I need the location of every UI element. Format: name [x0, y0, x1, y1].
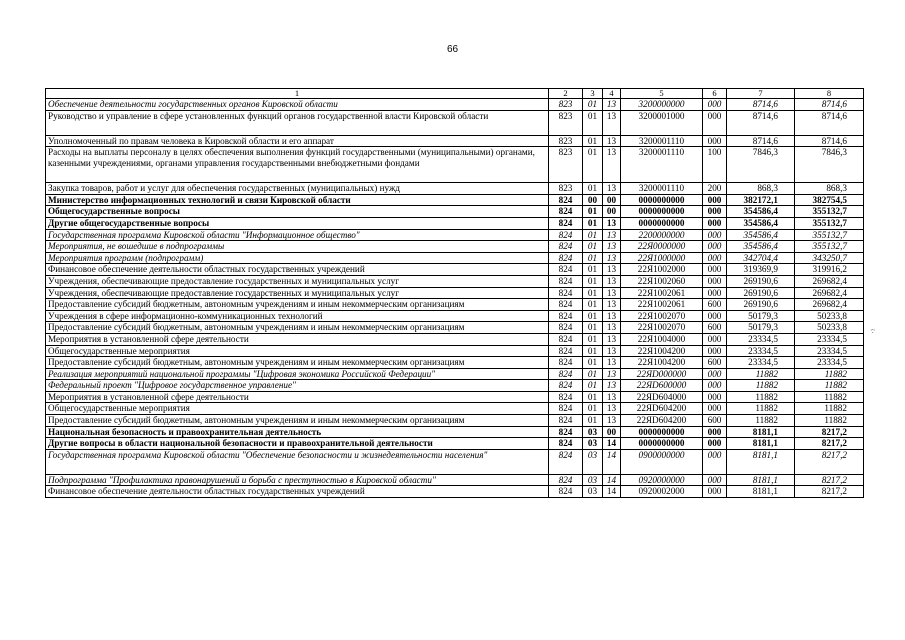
ministry-code-cell: 824: [549, 252, 583, 264]
expense-type-cell: 100: [703, 147, 727, 183]
amount-year2-cell: 8714,6: [795, 110, 864, 135]
section-code-cell: 00: [583, 194, 603, 206]
ministry-code-cell: 824: [549, 229, 583, 241]
ministry-code-cell: 824: [549, 391, 583, 403]
subsection-code-cell: 00: [603, 194, 621, 206]
table-row: [46, 287, 864, 299]
ministry-code-cell: 823: [549, 110, 583, 135]
ministry-code-cell: 824: [549, 486, 583, 498]
amount-year1-cell: 269190,6: [727, 275, 795, 287]
amount-year2-cell: 382754,5: [795, 194, 864, 206]
table-header-row: [46, 89, 864, 99]
subsection-code-cell: 13: [603, 99, 621, 111]
expense-type-cell: 000: [703, 426, 727, 438]
expense-type-cell: 600: [703, 299, 727, 311]
amount-year1-cell: 8714,6: [727, 99, 795, 111]
subsection-code-cell: 13: [603, 310, 621, 322]
amount-year2-cell: 8217,2: [795, 426, 864, 438]
amount-year1-cell: 354586,4: [727, 241, 795, 253]
subsection-code-cell: 13: [603, 229, 621, 241]
target-article-cell: 3200001110: [621, 135, 703, 147]
section-code-cell: 01: [583, 415, 603, 427]
table-row: [46, 391, 864, 403]
item-name-cell: Учреждения, обеспечивающие предоставление государственных и муниципальных услуг: [46, 275, 549, 287]
expense-type-cell: 000: [703, 391, 727, 403]
target-article-cell: 0920000000: [621, 474, 703, 486]
amount-year2-cell: 50233,8: [795, 322, 864, 334]
section-code-cell: 01: [583, 333, 603, 345]
item-name-cell: Федеральный проект "Цифровое государственное управление": [46, 380, 549, 392]
ministry-code-cell: 823: [549, 147, 583, 183]
expense-type-cell: 000: [703, 449, 727, 474]
ministry-code-cell: 824: [549, 322, 583, 334]
expense-type-cell: 600: [703, 322, 727, 334]
target-article-cell: 0000000000: [621, 206, 703, 218]
amount-year2-cell: 8217,2: [795, 486, 864, 498]
amount-year2-cell: 343250,7: [795, 252, 864, 264]
item-name-cell: Мероприятия программ (подпрограмм): [46, 252, 549, 264]
expense-type-cell: 000: [703, 474, 727, 486]
target-article-cell: 22Я1002000: [621, 264, 703, 276]
table-row: [46, 217, 864, 229]
item-name-cell: Предоставление субсидий бюджетным, автономным учреждениям и иным некоммерческим организациям: [46, 357, 549, 369]
table-row: [46, 333, 864, 345]
target-article-cell: 2200000000: [621, 229, 703, 241]
subsection-code-cell: 13: [603, 415, 621, 427]
ministry-code-cell: 824: [549, 426, 583, 438]
subsection-code-cell: 14: [603, 438, 621, 450]
target-article-cell: 22Я1000000: [621, 252, 703, 264]
header-cell: 5: [621, 89, 703, 99]
item-name-cell: Учреждения, обеспечивающие предоставление государственных и муниципальных услуг: [46, 287, 549, 299]
expense-type-cell: 000: [703, 438, 727, 450]
section-code-cell: 01: [583, 147, 603, 183]
amount-year2-cell: 269682,4: [795, 299, 864, 311]
subsection-code-cell: 13: [603, 183, 621, 195]
item-name-cell: Уполномоченный по правам человека в Кировской области и его аппарат: [46, 135, 549, 147]
amount-year2-cell: 319916,2: [795, 264, 864, 276]
ministry-code-cell: 824: [549, 194, 583, 206]
target-article-cell: 22Я1004200: [621, 357, 703, 369]
table-row: [46, 147, 864, 183]
item-name-cell: Национальная безопасность и правоохранительная деятельность: [46, 426, 549, 438]
expense-type-cell: 600: [703, 415, 727, 427]
section-code-cell: 01: [583, 275, 603, 287]
amount-year2-cell: 8217,2: [795, 438, 864, 450]
amount-year1-cell: 8181,1: [727, 474, 795, 486]
target-article-cell: 0000000000: [621, 194, 703, 206]
subsection-code-cell: 13: [603, 391, 621, 403]
expense-type-cell: 000: [703, 264, 727, 276]
ministry-code-cell: 824: [549, 415, 583, 427]
header-cell: 6: [703, 89, 727, 99]
section-code-cell: 01: [583, 135, 603, 147]
amount-year2-cell: 23334,5: [795, 357, 864, 369]
ministry-code-cell: 824: [549, 287, 583, 299]
item-name-cell: Финансовое обеспечение деятельности областных государственных учреждений: [46, 264, 549, 276]
target-article-cell: 22ЯD600000: [621, 380, 703, 392]
target-article-cell: 22ЯD000000: [621, 368, 703, 380]
amount-year1-cell: 8714,6: [727, 110, 795, 135]
expense-type-cell: 000: [703, 206, 727, 218]
subsection-code-cell: 13: [603, 275, 621, 287]
expense-type-cell: 000: [703, 135, 727, 147]
item-name-cell: Обеспечение деятельности государственных органов Кировской области: [46, 99, 549, 111]
amount-year1-cell: 269190,6: [727, 299, 795, 311]
item-name-cell: Предоставление субсидий бюджетным, автономным учреждениям и иным некоммерческим организациям: [46, 415, 549, 427]
section-code-cell: 01: [583, 380, 603, 392]
table-row: [46, 438, 864, 450]
item-name-cell: Руководство и управление в сфере установленных функций органов государственной власти Кировской области: [46, 110, 549, 135]
amount-year1-cell: 11882: [727, 380, 795, 392]
amount-year2-cell: 8217,2: [795, 474, 864, 486]
table-row: [46, 426, 864, 438]
subsection-code-cell: 13: [603, 217, 621, 229]
target-article-cell: 0900000000: [621, 449, 703, 474]
section-code-cell: 03: [583, 486, 603, 498]
target-article-cell: 22Я1002070: [621, 322, 703, 334]
section-code-cell: 03: [583, 426, 603, 438]
amount-year2-cell: 11882: [795, 368, 864, 380]
target-article-cell: 22ЯD604000: [621, 391, 703, 403]
section-code-cell: 03: [583, 474, 603, 486]
expense-type-cell: 000: [703, 333, 727, 345]
header-cell: 7: [727, 89, 795, 99]
table-row: [46, 206, 864, 218]
target-article-cell: 22Я1004200: [621, 345, 703, 357]
amount-year1-cell: 269190,6: [727, 287, 795, 299]
item-name-cell: Другие общегосударственные вопросы: [46, 217, 549, 229]
section-code-cell: 01: [583, 391, 603, 403]
amount-year1-cell: 23334,5: [727, 345, 795, 357]
table-row: [46, 403, 864, 415]
ministry-code-cell: 824: [549, 449, 583, 474]
table-row: [46, 275, 864, 287]
amount-year2-cell: 269682,4: [795, 287, 864, 299]
section-code-cell: 01: [583, 322, 603, 334]
ministry-code-cell: 824: [549, 264, 583, 276]
subsection-code-cell: 13: [603, 403, 621, 415]
target-article-cell: 0000000000: [621, 438, 703, 450]
table-row: [46, 486, 864, 498]
table-row: [46, 357, 864, 369]
expense-type-cell: 000: [703, 287, 727, 299]
amount-year1-cell: 868,3: [727, 183, 795, 195]
section-code-cell: 01: [583, 264, 603, 276]
amount-year2-cell: 868,3: [795, 183, 864, 195]
budget-table: [45, 88, 864, 498]
target-article-cell: 22Я1002061: [621, 287, 703, 299]
amount-year1-cell: 342704,4: [727, 252, 795, 264]
section-code-cell: 01: [583, 287, 603, 299]
header-cell: 4: [603, 89, 621, 99]
amount-year1-cell: 354586,4: [727, 217, 795, 229]
section-code-cell: 01: [583, 183, 603, 195]
item-name-cell: Общегосударственные мероприятия: [46, 345, 549, 357]
table-row: [46, 183, 864, 195]
amount-year1-cell: 50179,3: [727, 322, 795, 334]
amount-year1-cell: 319369,9: [727, 264, 795, 276]
section-code-cell: 01: [583, 357, 603, 369]
target-article-cell: 22Я1002061: [621, 299, 703, 311]
table-row: [46, 474, 864, 486]
ministry-code-cell: 824: [549, 217, 583, 229]
target-article-cell: 0920002000: [621, 486, 703, 498]
amount-year2-cell: 355132,7: [795, 217, 864, 229]
item-name-cell: Общегосударственные мероприятия: [46, 403, 549, 415]
expense-type-cell: 200: [703, 183, 727, 195]
target-article-cell: 3200001000: [621, 110, 703, 135]
section-code-cell: 03: [583, 438, 603, 450]
item-name-cell: Другие вопросы в области национальной безопасности и правоохранительной деятельности: [46, 438, 549, 450]
table-row: [46, 99, 864, 111]
amount-year2-cell: 8714,6: [795, 99, 864, 111]
section-code-cell: 01: [583, 110, 603, 135]
table-row: [46, 299, 864, 311]
amount-year2-cell: 269682,4: [795, 275, 864, 287]
section-code-cell: 03: [583, 449, 603, 474]
amount-year1-cell: 23334,5: [727, 357, 795, 369]
ministry-code-cell: 823: [549, 183, 583, 195]
amount-year2-cell: 355132,7: [795, 229, 864, 241]
amount-year1-cell: 8714,6: [727, 135, 795, 147]
target-article-cell: 22Я1004000: [621, 333, 703, 345]
table-row: [46, 310, 864, 322]
subsection-code-cell: 13: [603, 380, 621, 392]
item-name-cell: Предоставление субсидий бюджетным, автономным учреждениям и иным некоммерческим организациям: [46, 322, 549, 334]
expense-type-cell: 000: [703, 310, 727, 322]
subsection-code-cell: 13: [603, 357, 621, 369]
section-code-cell: 01: [583, 99, 603, 111]
subsection-code-cell: 14: [603, 449, 621, 474]
header-cell: 1: [46, 89, 549, 99]
ministry-code-cell: 824: [549, 333, 583, 345]
target-article-cell: 22Я0000000: [621, 241, 703, 253]
item-name-cell: Подпрограмма "Профилактика правонарушений и борьба с преступностью в Кировской области": [46, 474, 549, 486]
subsection-code-cell: 13: [603, 287, 621, 299]
expense-type-cell: 000: [703, 229, 727, 241]
table-row: [46, 449, 864, 474]
section-code-cell: 01: [583, 229, 603, 241]
amount-year1-cell: 11882: [727, 368, 795, 380]
target-article-cell: 3200000000: [621, 99, 703, 111]
subsection-code-cell: 13: [603, 241, 621, 253]
subsection-code-cell: 00: [603, 206, 621, 218]
target-article-cell: 0000000000: [621, 217, 703, 229]
item-name-cell: Закупка товаров, работ и услуг для обеспечения государственных (муниципальных) нужд: [46, 183, 549, 195]
item-name-cell: Мероприятия в установленной сфере деятельности: [46, 391, 549, 403]
section-code-cell: 01: [583, 217, 603, 229]
amount-year1-cell: 8181,1: [727, 486, 795, 498]
target-article-cell: 3200001110: [621, 147, 703, 183]
amount-year2-cell: 11882: [795, 403, 864, 415]
ministry-code-cell: 824: [549, 403, 583, 415]
subsection-code-cell: 13: [603, 110, 621, 135]
amount-year1-cell: 8181,1: [727, 426, 795, 438]
amount-year1-cell: 354586,4: [727, 206, 795, 218]
table-row: [46, 264, 864, 276]
ministry-code-cell: 824: [549, 345, 583, 357]
amount-year1-cell: 354586,4: [727, 229, 795, 241]
section-code-cell: 01: [583, 299, 603, 311]
table-row: [46, 252, 864, 264]
ministry-code-cell: 824: [549, 206, 583, 218]
ministry-code-cell: 824: [549, 357, 583, 369]
amount-year2-cell: 8714,6: [795, 135, 864, 147]
subsection-code-cell: 13: [603, 299, 621, 311]
expense-type-cell: 000: [703, 99, 727, 111]
subsection-code-cell: 14: [603, 486, 621, 498]
ministry-code-cell: 824: [549, 310, 583, 322]
amount-year1-cell: 11882: [727, 415, 795, 427]
page-number: 66: [446, 44, 459, 55]
item-name-cell: Расходы на выплаты персоналу в целях обеспечения выполнения функций государственными (муниципальными) органами, казенными учреждениями, органами управления государственными внебюджетными фондами: [46, 147, 549, 183]
amount-year2-cell: 11882: [795, 391, 864, 403]
table-row: [46, 415, 864, 427]
expense-type-cell: 600: [703, 357, 727, 369]
table-row: [46, 135, 864, 147]
expense-type-cell: 000: [703, 110, 727, 135]
header-cell: 3: [583, 89, 603, 99]
subsection-code-cell: 13: [603, 368, 621, 380]
table-row: [46, 322, 864, 334]
subsection-code-cell: 13: [603, 333, 621, 345]
expense-type-cell: 000: [703, 194, 727, 206]
item-name-cell: Учреждения в сфере информационно-коммуникационных технологий: [46, 310, 549, 322]
expense-type-cell: 000: [703, 486, 727, 498]
amount-year1-cell: 11882: [727, 403, 795, 415]
ministry-code-cell: 824: [549, 299, 583, 311]
ministry-code-cell: 823: [549, 99, 583, 111]
expense-type-cell: 000: [703, 241, 727, 253]
expense-type-cell: 000: [703, 252, 727, 264]
section-code-cell: 01: [583, 252, 603, 264]
amount-year2-cell: 355132,7: [795, 241, 864, 253]
subsection-code-cell: 13: [603, 322, 621, 334]
section-code-cell: 01: [583, 368, 603, 380]
amount-year2-cell: 50233,8: [795, 310, 864, 322]
amount-year1-cell: 8181,1: [727, 449, 795, 474]
header-cell: 8: [795, 89, 864, 99]
item-name-cell: Государственная программа Кировской области "Информационное общество": [46, 229, 549, 241]
subsection-code-cell: 14: [603, 474, 621, 486]
ministry-code-cell: 824: [549, 275, 583, 287]
expense-type-cell: 000: [703, 345, 727, 357]
subsection-code-cell: 13: [603, 264, 621, 276]
ministry-code-cell: 824: [549, 241, 583, 253]
item-name-cell: Общегосударственные вопросы: [46, 206, 549, 218]
amount-year1-cell: 50179,3: [727, 310, 795, 322]
expense-type-cell: 000: [703, 403, 727, 415]
amount-year2-cell: 7846,3: [795, 147, 864, 183]
table-body: [46, 99, 864, 498]
table-row: [46, 368, 864, 380]
section-code-cell: 01: [583, 310, 603, 322]
target-article-cell: 22Я1002070: [621, 310, 703, 322]
amount-year1-cell: 11882: [727, 391, 795, 403]
table-row: [46, 380, 864, 392]
subsection-code-cell: 13: [603, 345, 621, 357]
subsection-code-cell: 13: [603, 252, 621, 264]
ministry-code-cell: 824: [549, 380, 583, 392]
section-code-cell: 01: [583, 345, 603, 357]
item-name-cell: Министерство информационных технологий и связи Кировской области: [46, 194, 549, 206]
target-article-cell: 0000000000: [621, 426, 703, 438]
table-row: [46, 194, 864, 206]
amount-year2-cell: 23334,5: [795, 333, 864, 345]
section-code-cell: 01: [583, 241, 603, 253]
item-name-cell: Государственная программа Кировской области "Обеспечение безопасности и жизнедеятельности населения": [46, 449, 549, 474]
target-article-cell: 22ЯD604200: [621, 403, 703, 415]
ministry-code-cell: 824: [549, 368, 583, 380]
amount-year1-cell: 7846,3: [727, 147, 795, 183]
table-row: [46, 110, 864, 135]
item-name-cell: Мероприятия, не вошедшие в подпрограммы: [46, 241, 549, 253]
expense-type-cell: 000: [703, 275, 727, 287]
amount-year1-cell: 8181,1: [727, 438, 795, 450]
item-name-cell: Реализация мероприятий национальной программы "Цифровая экономика Российской Федерации": [46, 368, 549, 380]
target-article-cell: 3200001110: [621, 183, 703, 195]
amount-year2-cell: 11882: [795, 415, 864, 427]
ministry-code-cell: 823: [549, 135, 583, 147]
expense-type-cell: 000: [703, 217, 727, 229]
amount-year2-cell: 8217,2: [795, 449, 864, 474]
section-code-cell: 01: [583, 403, 603, 415]
scan-artifact: ·:·: [870, 326, 875, 335]
table-row: [46, 229, 864, 241]
item-name-cell: Финансовое обеспечение деятельности областных государственных учреждений: [46, 486, 549, 498]
item-name-cell: Предоставление субсидий бюджетным, автономным учреждениям и иным некоммерческим организациям: [46, 299, 549, 311]
target-article-cell: 22Я1002060: [621, 275, 703, 287]
expense-type-cell: 000: [703, 368, 727, 380]
target-article-cell: 22ЯD604200: [621, 415, 703, 427]
ministry-code-cell: 824: [549, 438, 583, 450]
amount-year2-cell: 355132,7: [795, 206, 864, 218]
amount-year2-cell: 11882: [795, 380, 864, 392]
header-cell: 2: [549, 89, 583, 99]
subsection-code-cell: 00: [603, 426, 621, 438]
section-code-cell: 01: [583, 206, 603, 218]
subsection-code-cell: 13: [603, 135, 621, 147]
table-row: [46, 241, 864, 253]
subsection-code-cell: 13: [603, 147, 621, 183]
expense-type-cell: 000: [703, 380, 727, 392]
ministry-code-cell: 824: [549, 474, 583, 486]
amount-year1-cell: 23334,5: [727, 333, 795, 345]
item-name-cell: Мероприятия в установленной сфере деятельности: [46, 333, 549, 345]
amount-year2-cell: 23334,5: [795, 345, 864, 357]
table-row: [46, 345, 864, 357]
amount-year1-cell: 382172,1: [727, 194, 795, 206]
